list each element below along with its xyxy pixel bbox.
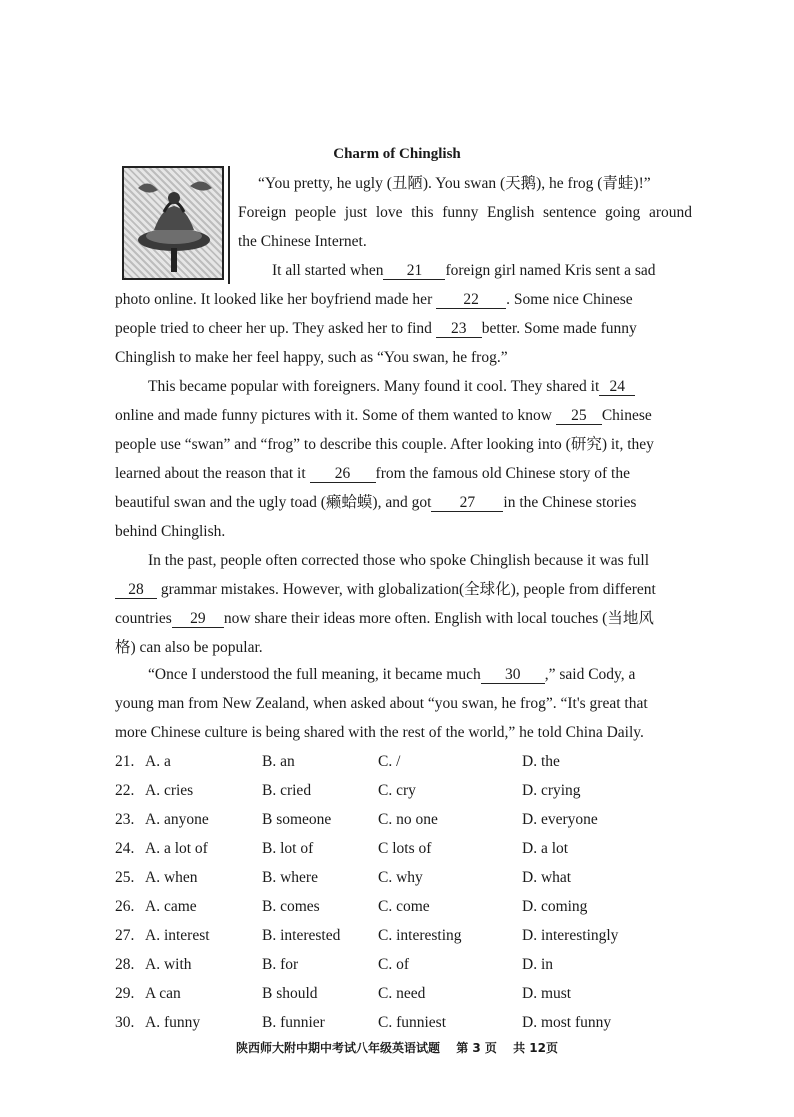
option-a[interactable]: A can <box>145 985 181 1002</box>
option-d[interactable]: D. crying <box>522 782 581 799</box>
passage-title: Charm of Chinglish <box>333 146 461 162</box>
option-d[interactable]: D. in <box>522 956 553 973</box>
option-d[interactable]: D. most funny <box>522 1014 612 1031</box>
p2-line-2: photo online. It looked like her boyfriend made her 22 . Some nice Chinese <box>115 291 633 308</box>
option-b[interactable]: B. funnier <box>262 1014 325 1031</box>
page-footer <box>0 1039 794 1056</box>
option-c[interactable]: C. / <box>378 753 401 770</box>
option-a[interactable]: A. a lot of <box>145 840 208 857</box>
p3-line-3: people use “swan” and “frog” to describe this couple. After looking into (研究) it, they <box>115 436 654 453</box>
p2-line-1: It all started when 21 foreign girl named Kris sent a sad <box>272 262 656 279</box>
question-number: 25. <box>115 869 135 886</box>
option-b[interactable]: B. cried <box>262 782 312 799</box>
p4-line-2: 28 grammar mistakes. However, with globalization(全球化), people from different <box>115 580 695 600</box>
p3-line-2: online and made funny pictures with it. Some of them wanted to know 25 Chinese <box>115 407 652 424</box>
option-b[interactable]: B. for <box>262 956 299 973</box>
blank-24[interactable]: 24 <box>599 379 635 396</box>
exam-title: 陕西师大附中期中考试八年级英语试题 <box>236 1041 441 1055</box>
option-a[interactable]: A. when <box>145 869 198 886</box>
option-b[interactable]: B. comes <box>262 898 320 915</box>
p3-line-1: This became popular with foreigners. Many found it cool. They shared it 24 <box>148 377 694 397</box>
option-d[interactable]: D. coming <box>522 898 588 915</box>
p3-line-6: behind Chinglish. <box>115 523 226 540</box>
p2-line-3: people tried to cheer her up. They asked her to find 23 better. Some made funny <box>115 320 637 337</box>
option-d[interactable]: D. everyone <box>522 811 598 828</box>
option-b[interactable]: B should <box>262 985 318 1002</box>
p4-line-1: In the past, people often corrected those who spoke Chinglish because it was full <box>148 552 650 569</box>
blank-25[interactable]: 25 <box>556 408 602 425</box>
blank-26[interactable]: 26 <box>310 466 376 483</box>
p5-line-2: young man from New Zealand, when asked about “you swan, he frog”. “It's great that <box>115 695 648 712</box>
blank-22[interactable]: 22 <box>436 292 506 309</box>
picture-rule <box>228 166 230 284</box>
option-d[interactable]: D. the <box>522 753 560 770</box>
option-a[interactable]: A. funny <box>145 1014 201 1031</box>
option-b[interactable]: B. interested <box>262 927 341 944</box>
option-b[interactable]: B. lot of <box>262 840 314 857</box>
option-c[interactable]: C. cry <box>378 782 416 799</box>
p1-line-2: Foreign people just love this funny English sentence going around <box>238 204 692 221</box>
p3-line-4: learned about the reason that it 26 from the famous old Chinese story of the <box>115 465 630 482</box>
blank-21[interactable]: 21 <box>383 263 445 280</box>
option-a[interactable]: A. cries <box>145 782 194 799</box>
blank-30[interactable]: 30 <box>481 667 545 684</box>
option-c[interactable]: C. why <box>378 869 423 886</box>
question-number: 29. <box>115 985 135 1002</box>
question-number: 22. <box>115 782 135 799</box>
question-number: 30. <box>115 1014 135 1031</box>
option-c[interactable]: C. come <box>378 898 430 915</box>
blank-29[interactable]: 29 <box>172 611 224 628</box>
p5-line-1: “Once I understood the full meaning, it became much 30 ,” said Cody, a <box>148 666 636 683</box>
p5-line-3: more Chinese culture is being shared with the rest of the world,” he told China Daily. <box>115 724 644 741</box>
blank-27[interactable]: 27 <box>431 495 503 512</box>
option-c[interactable]: C. of <box>378 956 409 973</box>
option-b[interactable]: B. where <box>262 869 318 886</box>
question-number: 27. <box>115 927 135 944</box>
p3-line-5: beautiful swan and the ugly toad (癞蛤蟆), and got 27 in the Chinese stories <box>115 494 637 511</box>
option-b[interactable]: B. an <box>262 753 295 770</box>
page-total: 共 12页 <box>513 1041 558 1055</box>
option-d[interactable]: D. what <box>522 869 572 886</box>
option-c[interactable]: C. no one <box>378 811 438 828</box>
option-c[interactable]: C. funniest <box>378 1014 447 1031</box>
blank-28[interactable]: 28 <box>115 582 157 599</box>
option-a[interactable]: A. interest <box>145 927 210 944</box>
option-c[interactable]: C. need <box>378 985 426 1002</box>
option-a[interactable]: A. came <box>145 898 197 915</box>
p4-line-4: 格) can also be popular. <box>115 639 263 656</box>
p1-line-1: “You pretty, he ugly (丑陋). You swan (天鹅), he frog (青蛙)!” <box>258 175 651 192</box>
question-number: 28. <box>115 956 135 973</box>
p2-line-4: Chinglish to make her feel happy, such as “You swan, he frog.” <box>115 349 508 366</box>
option-a[interactable]: A. a <box>145 753 171 770</box>
p1-line-3: the Chinese Internet. <box>238 233 367 250</box>
swan-frog-illustration <box>122 166 224 280</box>
question-number: 23. <box>115 811 135 828</box>
question-number: 24. <box>115 840 135 857</box>
option-d[interactable]: D. interestingly <box>522 927 619 944</box>
p4-line-3: countries 29 now share their ideas more often. English with local touches (当地风 <box>115 610 654 627</box>
option-c[interactable]: C. interesting <box>378 927 462 944</box>
option-c[interactable]: C lots of <box>378 840 432 857</box>
option-d[interactable]: D. a lot <box>522 840 569 857</box>
page-number: 第 3 页 <box>456 1041 497 1055</box>
option-d[interactable]: D. must <box>522 985 572 1002</box>
option-a[interactable]: A. anyone <box>145 811 209 828</box>
question-number: 21. <box>115 753 135 770</box>
question-number: 26. <box>115 898 135 915</box>
option-a[interactable]: A. with <box>145 956 192 973</box>
blank-23[interactable]: 23 <box>436 321 482 338</box>
option-b[interactable]: B someone <box>262 811 332 828</box>
